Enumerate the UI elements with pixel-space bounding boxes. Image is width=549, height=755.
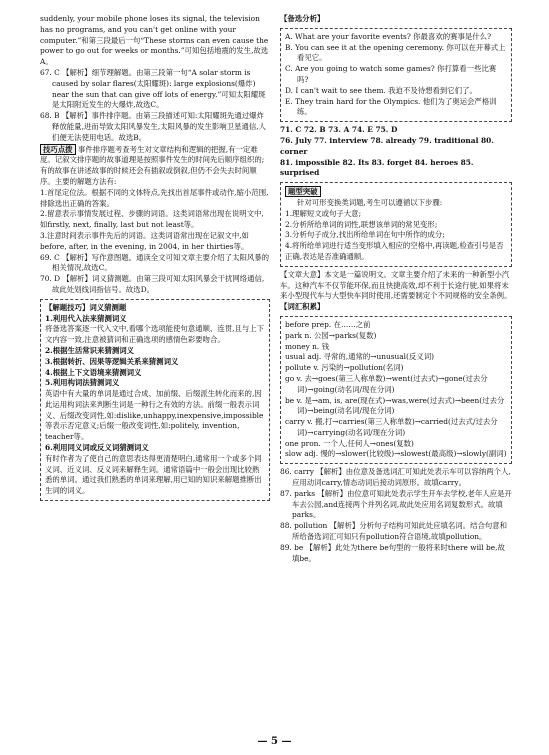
technique-4-heading: 4.根据上下文语境来猜测词义 bbox=[45, 367, 142, 377]
vocab-box bbox=[280, 316, 512, 464]
options-heading: 【备选分析】 bbox=[280, 14, 325, 23]
tip-1: 1.首尾定位法。根据不同的文体特点,先找出首尾事件或动作,缩小范围,排除选出正确的答案。 bbox=[40, 187, 269, 208]
vocab-item: carry v. 搬,打→carries(第三人称单数)→carried(过去式/过去分词)→carrying(动名词/现在分词) bbox=[285, 417, 498, 437]
passage-text: suddenly, your mobile phone loses its signal, the television has no programs, and you can't get online with your computer.”和第三段最后一句“These storms can even cause the power to go out for weeks or months.”可知包括地震的发生,故选A。 bbox=[40, 14, 269, 67]
tip-paragraph bbox=[40, 144, 270, 188]
guide-tag: 题型突破 bbox=[285, 186, 321, 197]
vocab-item: be v. 是→am, is, are(现在式)→was,were(过去式)→been(过去分词)→being(动名词/现在分词) bbox=[285, 395, 505, 416]
tip-2: 2.留意表示事情发展过程、步骤的词语。这类词语常出现在说明文中,如firstly, next, finally, last but not least等。 bbox=[40, 209, 264, 230]
answer-67: 67. C 【解析】细节理解题。由第三段第一句“A solar storm is caused by solar flares(太阳耀斑): large explosions(爆炸) near the sun that can give off lots of energy.”可知太阳耀斑是太阳附近发生的大爆炸,故选C。 bbox=[40, 67, 266, 110]
vocab-item: go v. 去→goes(第三人称单数)→went(过去式)→gone(过去分词)→going(动名词/现在分词) bbox=[285, 373, 488, 394]
right-column bbox=[280, 14, 512, 564]
technique-1-heading: 1.利用代入法来猜测词义 bbox=[45, 313, 127, 323]
page-number: — 5 — bbox=[257, 736, 292, 747]
tip-text: 事件排序题考查考生对文章结构和逻辑的把握,有一定难度。记叙文排序题的故事道理是按照事件发生的时间先后顺序组织的;有的故事在讲述故事的时候还会有插叙或倒叙,但仍不会失去时间顺序。主要的解题方法有: bbox=[40, 144, 265, 186]
answer-89: 89. be 【解析】此处为there be句型的一般将来时there will be,故填be。 bbox=[280, 542, 505, 563]
vocab-item: pollute v. 污染的→pollution(名词) bbox=[285, 363, 404, 373]
answer-86: 86. carry 【解析】由位意及备选词汇可知此处表示车可以容纳两个人,应用动词carry,情态动词后接动词原形。故填carry。 bbox=[280, 467, 511, 488]
answer-70: 70. D 【解析】词义猜测题。由第三段可知太阳风暴会干扰网络通信,故此处划线词指信号。故选D。 bbox=[40, 274, 265, 294]
option-e: E. They train hard for the Olympics. 他们为了奥运会严格训练。 bbox=[285, 96, 497, 117]
article-summary: 【文章大意】本文是一篇说明文。文章主要介绍了未来的一种新型小汽车。这种汽车不仅节能环保,而且快捷高效,却不利于长途行驶,如果将未来小型现代车与大型快车同时使用,还需要制定个不同规格的安全条例。 bbox=[280, 269, 512, 301]
technique-1-text: 将备选答案逐一代入文中,看哪个选项能使句意通顺、连贯,且与上下文内容一致,注意被猜词和正确选项的感情色彩要吻合。 bbox=[45, 324, 265, 345]
technique-6-text: 有时作者为了使自己的意思表达得更清楚明白,通常用一个或多个同义词、近义词、反义词来解释生词。通常语篇中一般会出现比较熟悉的单词。通过我们熟悉的单词来理解,用已知的知识来解题推断出生词的词义。 bbox=[45, 453, 262, 496]
guide-step-3: 3.分析句子成分,找出所给单词在句中所作的成分; bbox=[285, 230, 445, 240]
answer-69: 69. C 【解析】写作意图题。通读全文可知文章主要介绍了太阳风暴的相关情况,故选C。 bbox=[40, 252, 270, 273]
tip-tag: 技巧点拨 bbox=[40, 144, 76, 155]
technique-3-heading: 3.根据转折、因果等逻辑关系来猜测词义 bbox=[45, 356, 179, 366]
option-c: C. Are you going to watch some games? 你打算看一些比赛吗? bbox=[285, 64, 497, 84]
technique-box-title: 【解题技巧】词义猜测题 bbox=[45, 302, 127, 312]
option-b: B. You can see it at the opening ceremony. 你可以在开幕式上看见它。 bbox=[285, 42, 506, 63]
answer-68: 68. B 【解析】事件排序题。由第三段描述可知:太阳耀斑先通过爆炸释放能量,进而导致太阳风暴发生,太阳风暴的发生影响卫星通信,人们便无法使用电话。故选B。 bbox=[40, 111, 266, 142]
vocab-item: slow adj. 慢的→slower(比较级)→slowest(最高级)→slowly(副词) bbox=[285, 449, 507, 459]
answers-81-85: 81. impossible 82. Its 83. forget 84. heroes 85. surprised bbox=[280, 157, 474, 178]
vocab-item: usual adj. 寻常的,通常的→unusual(反义词) bbox=[285, 352, 434, 362]
technique-5-heading: 5.利用构词法猜测词义 bbox=[45, 378, 120, 388]
guide-box bbox=[280, 182, 512, 267]
option-d: D. I can't wait to see them. 我迫不及待想看到它们了。 bbox=[285, 85, 477, 95]
guide-step-4: 4.将所给单词进行适当变形填入相应的空格中,再读题,检查引号是否正确,表达是否准确通顺。 bbox=[285, 241, 504, 261]
left-column bbox=[40, 14, 270, 504]
answer-87: 87. parks 【解析】由位意可知此处表示学生开车去学校,老年人应是开车去公园,and连接两个并列名词,故此处应用名词复数形式。故填parks。 bbox=[280, 488, 512, 520]
technique-5-text: 英语中有大量的单词是通过合成、加前缀、后缀派生转化而来的,因此运用构词法来判断生词是一种行之有效的方法。前缀一般表示词义、后缀改变词性,如:dislike,unhappy,inexpensive,impossible等表示否定意义;后缀一般改变词性,如:politely, invention, teacher等。 bbox=[45, 389, 264, 442]
options-box bbox=[280, 28, 512, 122]
technique-2-heading: 2.根据生活常识来猜测词义 bbox=[45, 345, 135, 355]
vocab-item: one pron. 一个人,任何人→ones(复数) bbox=[285, 438, 414, 448]
guide-intro: 针对可形变换类词题,考生可以遵循以下步骤: bbox=[297, 197, 443, 207]
answer-88: 88. pollution 【解析】分析句子结构可知此处应填名词。结合句意和所给备选词汇可知只有pollution符合语境,故填pollution。 bbox=[280, 521, 508, 542]
answers-71-75: 71. C 72. B 73. A 74. E 75. D bbox=[280, 125, 398, 135]
guide-step-2: 2.分析所给单词的词性,联想该单词的常见变形; bbox=[285, 219, 438, 229]
option-a: A. What are your favorite events? 你最喜欢的赛事是什么? bbox=[285, 31, 492, 41]
technique-box bbox=[40, 299, 270, 501]
answers-76-80: 76. July 77. interview 78. already 79. traditional 80. corner bbox=[280, 135, 494, 156]
tip-3: 3.注意时间表示事件先后的词语。这类词语常出现在记叙文中,如before, after, in the evening, in 2004, in her thirties等。 bbox=[40, 230, 249, 251]
technique-6-heading: 6.利用同义词或反义词猜测词义 bbox=[45, 443, 149, 453]
guide-step-1: 1.理解短文或句子大意; bbox=[285, 208, 362, 218]
vocab-item: park n. 公园→parks(复数) bbox=[285, 330, 377, 340]
vocab-item: money n. 钱 bbox=[285, 341, 329, 351]
vocab-item: before prep. 在……之前 bbox=[285, 319, 371, 329]
vocab-heading: 【词汇积累】 bbox=[280, 302, 325, 312]
